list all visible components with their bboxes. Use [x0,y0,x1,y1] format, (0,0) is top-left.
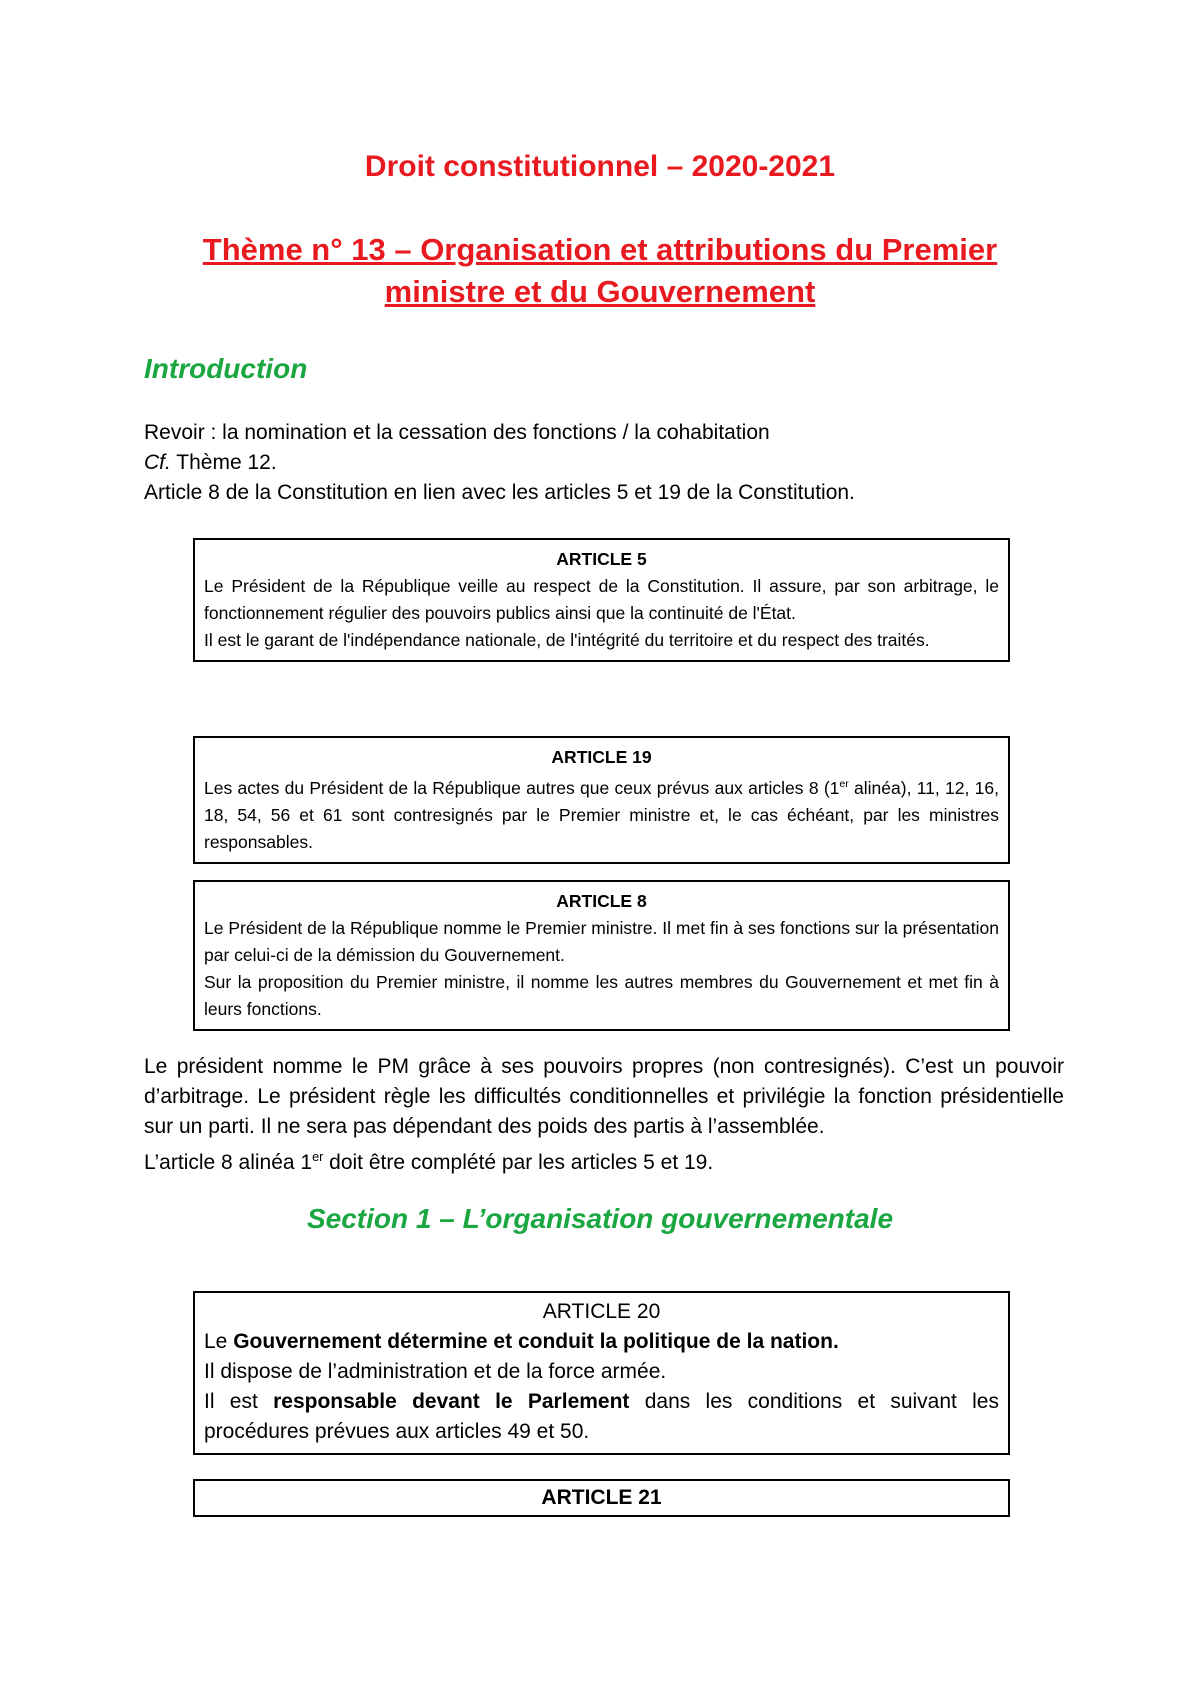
introduction-line-2 [144,448,277,478]
introduction-heading: Introduction [144,353,308,384]
commentary-paragraph-2 [144,1142,1064,1178]
article-19-superscript: er [839,778,849,790]
article-19-box [193,736,1010,864]
cf-abbrev: Cf. [144,451,171,474]
commentary-p2-end: doit être complété par les articles 5 et 19. [323,1151,714,1174]
article-8-paragraph-2: Sur la proposition du Premier ministre, il nomme les autres membres du Gouvernement et met fin à leurs fonctions. [204,972,999,1019]
commentary-superscript: er [312,1150,324,1164]
article-20-line-1 [204,1327,999,1357]
article-19-paragraph [204,771,999,856]
article-19-heading: ARTICLE 19 [551,747,652,767]
article-20-box [193,1291,1010,1455]
article-8-paragraph-1: Le Président de la République nomme le Premier ministre. Il met fin à ses fonctions sur la présentation par celui-ci de la démission du Gouvernement. [204,918,999,965]
theme-title [150,229,1050,313]
article-5-paragraph-1: Le Président de la République veille au respect de la Constitution. Il assure, par son arbitrage, le fonctionnement régulier des pouvoirs publics ainsi que la continuité de l'État. [204,576,999,623]
article-21-heading: ARTICLE 21 [541,1486,662,1509]
article-20-l3-c: dans les conditions et suivant les procédures prévues aux articles 49 et 50. [204,1390,999,1443]
theme-title-line1: Thème n° 13 – Organisation et attributions du Premier [202,232,998,267]
article-19-text-end: alinéa), 11, 12, 16, 18, 54, 56 et 61 sont contresignés par le Premier ministre et, le cas échéant, par les ministres responsables. [204,777,999,852]
commentary-p2-start: L’article 8 alinéa 1 [144,1151,313,1174]
theme-title-line2: ministre et du Gouvernement [384,274,816,309]
article-5-box [193,538,1010,662]
article-20-l1-b: Gouvernement détermine et conduit la politique de la nation. [233,1330,839,1353]
section-1-heading: Section 1 – L’organisation gouvernementale [306,1203,894,1234]
article-21-box [193,1479,1010,1517]
article-20-line-3 [204,1387,999,1447]
article-20-l3-a: Il est [204,1390,274,1413]
cf-text: Thème 12. [170,451,277,474]
commentary [144,1052,1064,1178]
article-20-l3-b: responsable devant le Parlement [273,1390,630,1413]
commentary-paragraph-1: Le président nomme le PM grâce à ses pouvoirs propres (non contresignés). C’est un pouvoir d’arbitrage. Le président règle les difficultés conditionnelles et privilégie la fonction présidentielle sur un parti. Il ne sera pas dépendant des poids des partis à l’assemblée. [144,1055,1064,1138]
article-8-box [193,880,1010,1031]
article-20-heading: ARTICLE 20 [542,1300,661,1323]
article-20-l1-a: Le [204,1330,234,1353]
document-title: Droit constitutionnel – 2020-2021 [364,150,836,183]
article-5-heading: ARTICLE 5 [556,549,647,569]
introduction-line-3: Article 8 de la Constitution en lien avec les articles 5 et 19 de la Constitution. [144,481,855,504]
article-8-heading: ARTICLE 8 [556,891,647,911]
introduction-line-1: Revoir : la nomination et la cessation des fonctions / la cohabitation [144,421,770,444]
article-20-line-2: Il dispose de l’administration et de la force armée. [204,1360,667,1383]
article-5-paragraph-2: Il est le garant de l'indépendance nationale, de l'intégrité du territoire et du respect des traités. [204,630,930,650]
article-19-text-start: Les actes du Président de la République autres que ceux prévus aux articles 8 (1 [204,777,840,798]
